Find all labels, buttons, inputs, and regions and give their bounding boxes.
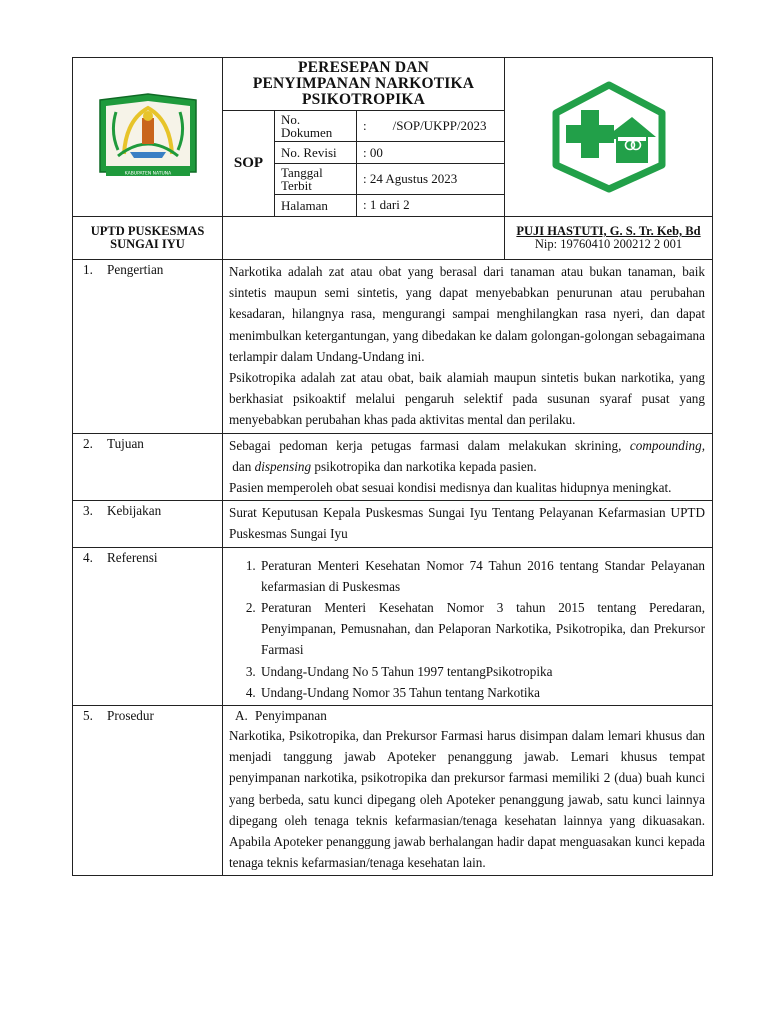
section-label: Kebijakan xyxy=(107,503,162,519)
signatory-nip: Nip: 19760410 200212 2 001 xyxy=(534,237,683,251)
puskesmas-emblem xyxy=(544,81,674,193)
paragraph: Surat Keputusan Kepala Puskesmas Sungai Iyu Tentang Pelayanan Kefarmasian UPTD Puskesmas Sungai Iyu xyxy=(229,505,705,542)
paragraph: Pasien memperoleh obat sesuai kondisi medisnya dan kualitas hidupnya meningkat. xyxy=(229,480,672,496)
section-kebijakan: 3. Kebijakan Surat Keputusan Kepala Puskesmas Sungai Iyu Tentang Pelayanan Kefarmasian UPTD Puskesmas Sungai Iyu xyxy=(73,501,713,547)
field-label-no-revisi: No. Revisi xyxy=(275,142,357,164)
subsection-heading: A. Penyimpanan xyxy=(235,708,327,724)
section-label: Tujuan xyxy=(107,435,144,451)
field-value-no-dokumen: : /SOP/UKPP/2023 xyxy=(357,111,505,142)
health-emblem-cell xyxy=(505,58,713,217)
section-pengertian: 1. Pengertian Narkotika adalah zat atau obat yang berasal dari tanaman atau bukan tanaman, baik sintetis maupun semi sintetis, yang dapat menyebabkan penurunan atau perubahan kesadaran, hilangnya rasa, mengurangi sampai menghilangkan rasa nyeri, dan dapat menimbulkan ketergantungan, yang dibedakan ke dalam golongan-golongan sebagaimana terlampir dalam Undang-Undang ini. Psikotropika adalah zat atau obat, baik alamiah maupun sintetis bukan narkotika, yang berkhasiat psikoaktif melalui pengaruh selektif pada susunan syaraf pusat yang menyebabkan perubahan khas pada aktivitas mental dan perilaku. xyxy=(73,260,713,434)
paragraph: Psikotropika adalah zat atau obat, baik alamiah maupun sintetis bukan narkotika, yang berkhasiat psikoaktif melalui pengaruh selektif pada susunan syaraf pusat yang menyebabkan perubahan khas pada aktivitas mental dan perilaku. xyxy=(229,370,705,428)
field-value-tanggal-terbit: : 24 Agustus 2023 xyxy=(357,164,505,195)
svg-text:KABUPATEN NATUNA: KABUPATEN NATUNA xyxy=(124,171,171,177)
list-item: 4. Undang-Undang Nomor 35 Tahun tentang Narkotika xyxy=(259,682,705,703)
field-label-no-dokumen: No. Dokumen xyxy=(275,111,357,142)
sop-document xyxy=(72,57,712,876)
list-item: 1. Peraturan Menteri Kesehatan Nomor 74 Tahun 2016 tentang Standar Pelayanan kefarmasian di Puskesmas xyxy=(259,555,705,597)
paragraph: Narkotika adalah zat atau obat yang berasal dari tanaman atau bukan tanaman, baik sintetis maupun semi sintetis, yang dapat menyebabkan penurunan atau perubahan kesadaran, hilangnya rasa, mengurangi sampai menghilangkan rasa nyeri, dan dapat menimbulkan ketergantungan, yang dibedakan ke dalam golongan-golongan sebagaimana terlampir dalam Undang-Undang ini. xyxy=(229,264,705,364)
reference-list xyxy=(229,555,705,703)
list-item: 3. Undang-Undang No 5 Tahun 1997 tentangPsikotropika xyxy=(259,661,705,682)
sop-label: SOP xyxy=(223,111,275,217)
paragraph: Narkotika, Psikotropika, dan Prekursor Farmasi harus disimpan dalam lemari khusus dan menjadi tanggung jawab Apoteker penanggung jawab. Lemari khusus tempat penyimpanan narkotika, psikotropika dan prekursor farmasi memiliki 2 (dua) buah kunci yang berbeda, satu kunci dipegang oleh Apoteker penanggung jawab, satu kunci lainnya dipegang oleh tenaga teknis kefarmasian/tenaga kesehatan lainnya yang dikuasakan. Apabila Apoteker penanggung jawab berhalangan hadir dapat menguasakan kunci kepada tenaga teknis kefarmasian/tenaga kesehatan lain. xyxy=(229,728,705,871)
field-label-tanggal-terbit: Tanggal Terbit xyxy=(275,164,357,195)
blank-cell xyxy=(223,217,505,260)
regency-logo-cell xyxy=(73,58,223,217)
field-value-no-revisi: : 00 xyxy=(357,142,505,164)
unit-name: UPTD PUSKESMAS SUNGAI IYU xyxy=(73,217,223,260)
section-referensi: 4. Referensi 1. Peraturan Menteri Kesehatan Nomor 74 Tahun 2016 tentang Standar Pelayanan kefarmasian di Puskesmas 2. Peraturan Menteri Kesehatan Nomor 3 tahun 2015 tentang Peredaran, Penyimpanan, Pemusnahan, dan Pelaporan Narkotika, Psikotropika, dan Prekursor Farmasi 3. Undang-Undang No 5 Tahun 1997 tentangPsikotropika 4. Undang-Undang Nomor 35 Tahun tentang Narkotika xyxy=(73,547,713,705)
header-table xyxy=(72,57,713,260)
section-label: Pengertian xyxy=(107,262,164,277)
list-item: 2. Peraturan Menteri Kesehatan Nomor 3 tahun 2015 tentang Peredaran, Penyimpanan, Pemusnahan, dan Pelaporan Narkotika, Psikotropika, dan Prekursor Farmasi xyxy=(259,597,705,661)
signatory xyxy=(505,217,713,260)
field-label-halaman: Halaman xyxy=(275,195,357,217)
section-label: Referensi xyxy=(107,549,158,565)
signatory-name: PUJI HASTUTI, G. S. Tr. Keb, Bd xyxy=(516,224,701,238)
field-value-halaman: : 1 dari 2 xyxy=(357,195,505,217)
document-title: PERESEPAN DAN PENYIMPANAN NARKOTIKA PSIKOTROPIKA xyxy=(223,58,505,111)
paragraph: Sebagai pedoman kerja petugas farmasi dalam melakukan skrining, compounding, dan dispensing psikotropika dan narkotika kepada pasien. xyxy=(229,437,706,474)
section-prosedur: 5. Prosedur A. Penyimpanan Narkotika, Psikotropika, dan Prekursor Farmasi harus disimpan dalam lemari khusus dan menjadi tanggung jawab Apoteker penanggung jawab. Lemari khusus tempat penyimpanan narkotika, psikotropika dan prekursor farmasi memiliki 2 (dua) buah kunci yang berbeda, satu kunci dipegang oleh Apoteker penanggung jawab, satu kunci lainnya dipegang oleh tenaga teknis kefarmasian/tenaga kesehatan lainnya yang dikuasakan. Apabila Apoteker penanggung jawab berhalangan hadir dapat menguasakan kunci kepada tenaga teknis kefarmasian/tenaga kesehatan lain. xyxy=(73,706,713,876)
regency-logo xyxy=(96,92,200,182)
content-table xyxy=(72,259,713,876)
section-tujuan: 2. Tujuan Sebagai pedoman kerja petugas farmasi dalam melakukan skrining, compounding, dan dispensing psikotropika dan narkotika kepada pasien. Pasien memperoleh obat sesuai kondisi medisnya dan kualitas hidupnya meningkat. xyxy=(73,433,713,501)
section-label: Prosedur xyxy=(107,708,154,724)
